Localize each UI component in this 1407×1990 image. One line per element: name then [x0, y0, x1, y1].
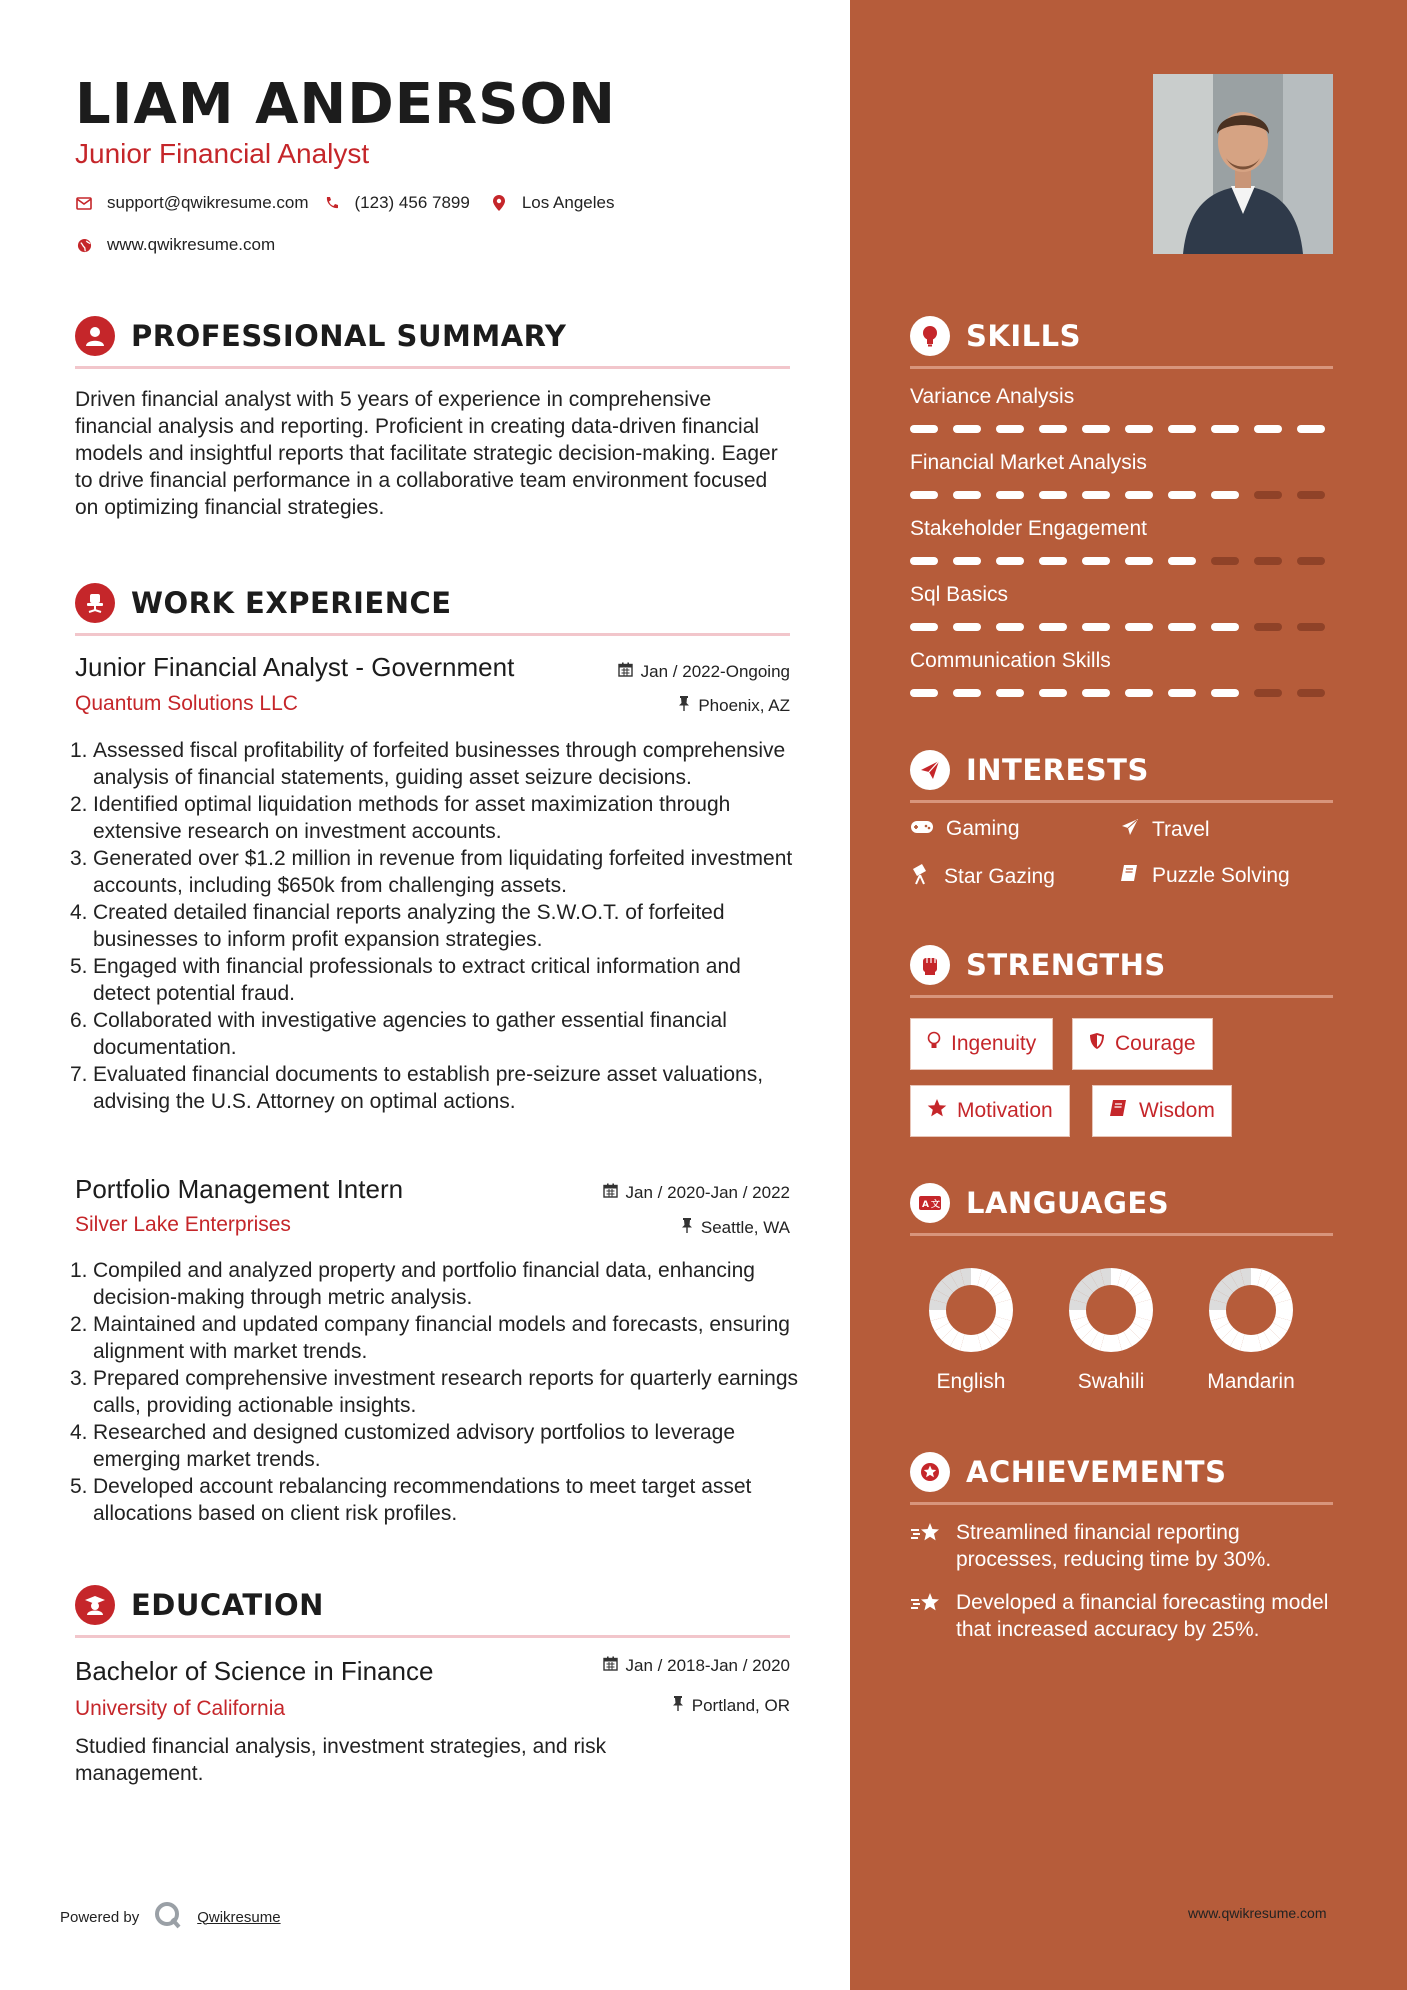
languages-heading [910, 1183, 1333, 1236]
mail-icon [75, 194, 93, 212]
strength-label: Wisdom [1139, 1099, 1215, 1122]
skill-dash [1082, 623, 1110, 631]
interest-label: Star Gazing [944, 865, 1055, 888]
skill-dash [1297, 689, 1325, 697]
location-text: Los Angeles [521, 193, 615, 212]
skill-dash [1125, 557, 1153, 565]
skill-dash [996, 491, 1024, 499]
language-ring [1066, 1265, 1156, 1355]
skill-dash [1254, 557, 1282, 565]
list-item: 2. Identified optimal liquidation methods for asset maximization through extensive research on investment accounts. [70, 793, 731, 843]
strengths-title: STRENGTHS [966, 948, 1166, 982]
bullet-text: Maintained and updated company financial models and forecasts, ensuring alignment with market trends. [93, 1313, 790, 1363]
skill-dash [1168, 689, 1196, 697]
skills-heading [910, 316, 1333, 369]
strength-label: Courage [1115, 1032, 1196, 1055]
interests-title: INTERESTS [966, 753, 1149, 787]
interests-heading [910, 750, 1333, 803]
list-item: 2. Maintained and updated company financial models and forecasts, ensuring alignment with market trends. [70, 1313, 790, 1363]
list-item: 7. Evaluated financial documents to establish pre-seizure asset valuations, advising the U.S. Attorney on optimal actions. [70, 1063, 764, 1113]
skill-dash [1297, 623, 1325, 631]
bullet-text: Prepared comprehensive investment research reports for quarterly earnings calls, providing actionable insights. [93, 1367, 799, 1417]
skill-dash [953, 557, 981, 565]
skill-dash [1039, 425, 1067, 433]
skill-dash [1039, 689, 1067, 697]
list-item: 1. Assessed fiscal profitability of forfeited businesses through comprehensive analysis of financial statements, guiding asset seizure decisions. [70, 739, 786, 789]
achievement-item [910, 1519, 1333, 1573]
list-item: 3. Generated over $1.2 million in revenue from liquidating forfeited investment accounts, including $650k from challenging assets. [70, 847, 793, 897]
skill-meter [910, 623, 1325, 631]
strengths-heading [910, 945, 1333, 998]
edu-place [672, 1696, 790, 1716]
airplane-icon [1120, 817, 1140, 843]
bullet-text: Researched and designed customized advisory portfolios to leverage emerging market trends. [93, 1421, 736, 1471]
brand-link[interactable]: Qwikresume [197, 1908, 281, 1926]
calendar-icon [618, 662, 633, 682]
achievements-heading [910, 1452, 1333, 1505]
skill-dash [1168, 425, 1196, 433]
skill-dash [1082, 425, 1110, 433]
pushpin-icon [672, 1696, 684, 1716]
edu-place-text: Portland, OR [691, 1696, 790, 1715]
bullet-text: Collaborated with investigative agencies to gather essential financial documentation. [93, 1009, 727, 1059]
skill-meter [910, 425, 1325, 433]
skill-name: Stakeholder Engagement [910, 517, 1147, 540]
language-ring [926, 1265, 1016, 1355]
phone-number: (123) 456 7899 [354, 193, 470, 212]
skill-name: Financial Market Analysis [910, 451, 1147, 474]
calendar-icon [603, 1656, 618, 1676]
interest-label: Gaming [946, 817, 1020, 840]
website-link[interactable]: www.qwikresume.com [107, 235, 276, 254]
svg-text:文: 文 [931, 1200, 941, 1210]
list-item: 4. Created detailed financial reports analyzing the S.W.O.T. of forfeited businesses to inform profit expansion strategies. [70, 901, 725, 951]
job-place-text: Seattle, WA [700, 1218, 790, 1237]
shooting-star-icon [910, 1519, 942, 1573]
skill-dash [910, 623, 938, 631]
user-icon [75, 316, 115, 356]
skill-dash [953, 623, 981, 631]
languages-title: LANGUAGES [966, 1186, 1170, 1220]
email-link[interactable]: support@qwikresume.com [107, 193, 309, 212]
skill-dash [1211, 623, 1239, 631]
skill-name: Sql Basics [910, 583, 1009, 606]
job-title: Junior Financial Analyst - Government [75, 652, 515, 682]
skill-dash [953, 689, 981, 697]
powered-by-label: Powered by [60, 1908, 140, 1926]
footer-site[interactable]: www.qwikresume.com [1188, 1905, 1327, 1921]
strength-chip [910, 1018, 1053, 1070]
strength-label: Ingenuity [951, 1032, 1037, 1055]
skill-dash [1211, 491, 1239, 499]
telescope-icon [910, 863, 932, 891]
skill-dash [1039, 491, 1067, 499]
skill-name: Variance Analysis [910, 385, 1075, 408]
skill-dash [1125, 491, 1153, 499]
interest-gaming [910, 817, 1020, 841]
education-heading [75, 1585, 790, 1638]
skill-dash [1039, 557, 1067, 565]
interest-star-gazing [910, 863, 1055, 891]
strength-chip [910, 1085, 1070, 1137]
skill-dash [1254, 623, 1282, 631]
skill-dash [1254, 689, 1282, 697]
language-ring [1206, 1265, 1296, 1355]
job-company: Silver Lake Enterprises [75, 1213, 291, 1236]
strength-chip [1092, 1085, 1232, 1137]
bullet-text: Generated over $1.2 million in revenue from liquidating forfeited investment accounts, including $650k from challenging assets. [93, 847, 793, 897]
website-row [75, 235, 275, 255]
bullet-text: Evaluated financial documents to establish pre-seizure asset valuations, advising the U.S. Attorney on optimal actions. [93, 1063, 764, 1113]
skill-dash [1125, 623, 1153, 631]
skill-dash [1168, 623, 1196, 631]
job-place [681, 1218, 790, 1238]
skill-dash [910, 689, 938, 697]
achievements-title: ACHIEVEMENTS [966, 1455, 1227, 1489]
skill-dash [910, 557, 938, 565]
powered-by [60, 1900, 281, 1934]
skill-dash [953, 425, 981, 433]
skill-dash [1211, 689, 1239, 697]
book-icon [1120, 863, 1140, 889]
paper-plane-icon [910, 750, 950, 790]
job-bullet-list [70, 737, 800, 1115]
skill-meter [910, 491, 1325, 499]
skill-dash [1297, 491, 1325, 499]
gamepad-icon [910, 817, 934, 841]
shield-icon [1089, 1032, 1105, 1056]
strength-label: Motivation [957, 1099, 1053, 1122]
qwikresume-logo-icon [153, 1900, 183, 1934]
star-badge-icon [910, 1452, 950, 1492]
skill-dash [996, 425, 1024, 433]
experience-title: WORK EXPERIENCE [131, 586, 452, 620]
skill-meter [910, 557, 1325, 565]
bullet-text: Identified optimal liquidation methods for asset maximization through extensive research on investment accounts. [93, 793, 731, 843]
job-company: Quantum Solutions LLC [75, 692, 298, 715]
fist-icon [910, 945, 950, 985]
summary-text: Driven financial analyst with 5 years of experience in comprehensive financial analysis and reporting. Proficient in creating data-driven financial models and insightful reports that facilitate strategic decision-making. Eager to drive financial performance in a collaborative team environment focused on optimizing financial strategies. [75, 388, 778, 519]
language-name: English [936, 1370, 1006, 1393]
skill-name: Communication Skills [910, 649, 1111, 672]
globe-icon [75, 236, 93, 254]
job-dates [603, 1183, 790, 1203]
skill-dash [1039, 623, 1067, 631]
bullet-text: Compiled and analyzed property and portfolio financial data, enhancing decision-making through metric analysis. [93, 1259, 755, 1309]
skill-dash [1254, 491, 1282, 499]
achievement-text: Developed a financial forecasting model that increased accuracy by 25%. [956, 1591, 1329, 1641]
job-dates-text: Jan / 2020-Jan / 2022 [625, 1183, 790, 1202]
job-bullet-list [70, 1257, 800, 1527]
skill-dash [1254, 425, 1282, 433]
lightbulb-icon [910, 316, 950, 356]
job-title: Portfolio Management Intern [75, 1174, 404, 1204]
pushpin-icon [678, 696, 690, 716]
job-place [678, 696, 790, 716]
summary-heading [75, 316, 790, 369]
achievement-text: Streamlined financial reporting processes, reducing time by 30%. [956, 1521, 1272, 1571]
skill-dash [996, 623, 1024, 631]
graduate-icon [75, 1585, 115, 1625]
education-title: EDUCATION [131, 1588, 324, 1622]
skill-dash [1125, 689, 1153, 697]
degree-title: Bachelor of Science in Finance [75, 1656, 434, 1686]
location-pin-icon [490, 194, 508, 212]
office-chair-icon [75, 583, 115, 623]
lightbulb-icon [927, 1031, 941, 1057]
bullet-text: Created detailed financial reports analyzing the S.W.O.T. of forfeited businesses to inform profit expansion strategies. [93, 901, 725, 951]
skill-dash [1168, 557, 1196, 565]
job-dates-text: Jan / 2022-Ongoing [640, 662, 790, 681]
skill-dash [1211, 557, 1239, 565]
summary-title: PROFESSIONAL SUMMARY [131, 319, 567, 353]
contact-row [75, 193, 614, 213]
language-name: Swahili [1077, 1370, 1145, 1393]
skill-dash [953, 491, 981, 499]
candidate-role: Junior Financial Analyst [75, 138, 370, 169]
interest-travel [1120, 817, 1210, 843]
translate-icon [910, 1183, 950, 1223]
interest-label: Puzzle Solving [1152, 864, 1290, 887]
achievement-item [910, 1589, 1333, 1643]
skill-dash [1125, 425, 1153, 433]
job-place-text: Phoenix, AZ [698, 696, 790, 715]
job-dates [618, 662, 790, 682]
language-name: Mandarin [1207, 1370, 1295, 1393]
shooting-star-icon [910, 1589, 942, 1643]
skill-dash [996, 557, 1024, 565]
skill-dash [1297, 557, 1325, 565]
list-item: 4. Researched and designed customized advisory portfolios to leverage emerging market trends. [70, 1421, 736, 1471]
skill-dash [1082, 689, 1110, 697]
skills-title: SKILLS [966, 319, 1081, 353]
list-item: 6. Collaborated with investigative agencies to gather essential financial documentation. [70, 1009, 727, 1059]
edu-dates-text: Jan / 2018-Jan / 2020 [625, 1656, 790, 1675]
interest-puzzle-solving [1120, 863, 1290, 889]
pushpin-icon [681, 1218, 693, 1238]
strength-chip [1072, 1018, 1213, 1070]
bullet-text: Engaged with financial professionals to extract critical information and detect potential fraud. [93, 955, 741, 1005]
skill-dash [1168, 491, 1196, 499]
book-icon [1109, 1098, 1129, 1124]
skill-dash [1297, 425, 1325, 433]
star-icon [927, 1098, 947, 1124]
svg-text:A: A [922, 1200, 929, 1210]
skill-dash [910, 491, 938, 499]
education-text: Studied financial analysis, investment strategies, and risk management. [75, 1735, 607, 1785]
list-item: 5. Engaged with financial professionals to extract critical information and detect potential fraud. [70, 955, 741, 1005]
profile-photo [1153, 74, 1333, 254]
calendar-icon [603, 1183, 618, 1203]
skill-dash [910, 425, 938, 433]
experience-heading [75, 583, 790, 636]
list-item: 5. Developed account rebalancing recommendations to meet target asset allocations based on client risk profiles. [70, 1475, 752, 1525]
interest-label: Travel [1152, 818, 1210, 841]
bullet-text: Assessed fiscal profitability of forfeited businesses through comprehensive analysis of financial statements, guiding asset seizure decisions. [93, 739, 786, 789]
candidate-name: LIAM ANDERSON [75, 72, 616, 137]
list-item: 1. Compiled and analyzed property and portfolio financial data, enhancing decision-making through metric analysis. [70, 1259, 755, 1309]
skill-dash [1082, 557, 1110, 565]
skill-meter [910, 689, 1325, 697]
school-name: University of California [75, 1697, 286, 1720]
bullet-text: Developed account rebalancing recommendations to meet target asset allocations based on client risk profiles. [93, 1475, 752, 1525]
skill-dash [996, 689, 1024, 697]
edu-dates [603, 1656, 790, 1676]
skill-dash [1082, 491, 1110, 499]
skill-dash [1211, 425, 1239, 433]
list-item: 3. Prepared comprehensive investment research reports for quarterly earnings calls, providing actionable insights. [70, 1367, 799, 1417]
phone-icon [323, 194, 341, 212]
